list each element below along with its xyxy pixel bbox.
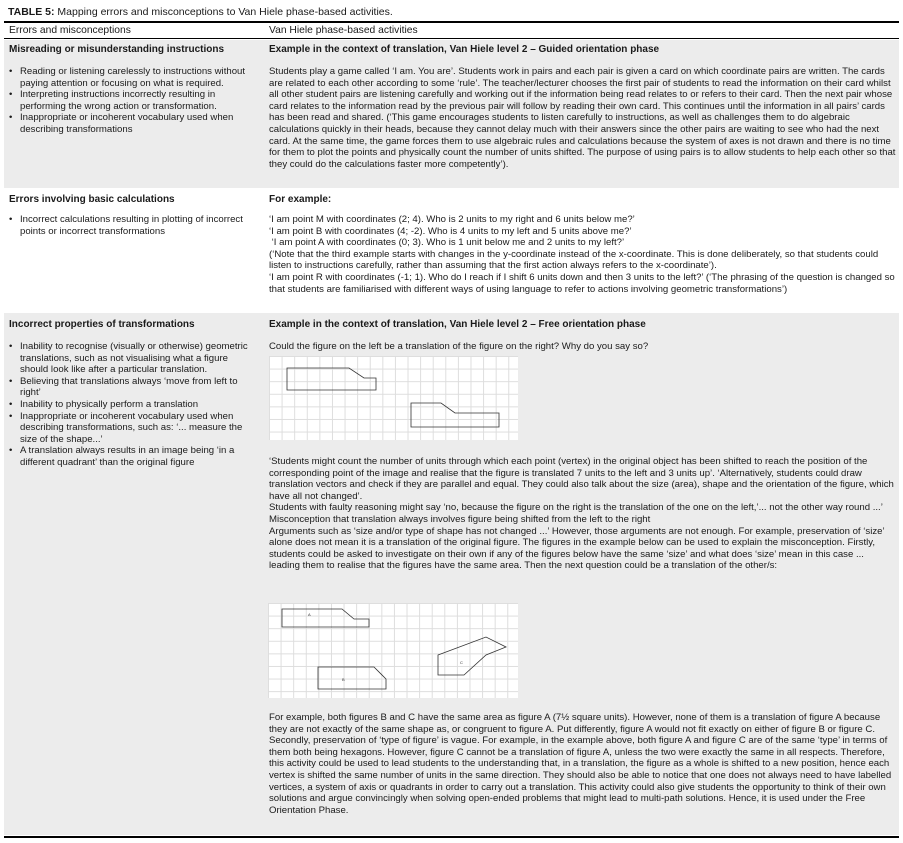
list-item: • Inappropriate or incoherent vocabulary used when describing transformations (9, 112, 257, 135)
list-item: • Inability to recognise (visually or otherwise) geometric translations, such as not visualising what a figure should look like after a particular translation. (9, 341, 257, 376)
figure-b-shape (318, 667, 386, 689)
left-shape (287, 368, 376, 390)
figure-c-shape (438, 637, 506, 675)
list-item: • Reading or listening carelessly to instructions without paying attention or focusing on what is required. (9, 66, 257, 89)
figure-a-label: A (308, 612, 311, 617)
row3-para2: Students with faulty reasoning might say ‘no, because the figure on the right is the translation of the one on the left,’... not the other way round ...’ Misconception that translation always involves figure being shifted from the left to the right (269, 502, 883, 525)
translation-figure (269, 356, 518, 440)
area-figure-drawing (268, 603, 518, 698)
row2-bullets (9, 214, 254, 237)
row3-bullets (9, 341, 257, 469)
bottom-rule (4, 836, 899, 838)
list-item: • Interpreting instructions incorrectly resulting in performing the wrong action or transformation. (9, 89, 257, 112)
area-figure (268, 603, 518, 698)
header-rule (4, 38, 899, 39)
top-rule (4, 21, 899, 23)
row3-heading: Example in the context of translation, Van Hiele level 2 – Free orientation phase (269, 319, 646, 330)
table-caption (8, 6, 393, 19)
row2-heading: For example: (269, 194, 332, 205)
figure-a-shape (282, 609, 369, 627)
row2-title: Errors involving basic calculations (9, 194, 175, 205)
list-item: • Inability to physically perform a translation (9, 399, 257, 411)
right-shape (411, 403, 499, 427)
list-item: • Inappropriate or incoherent vocabulary used when describing transformations, such as: ‘... measure the size of the shape...’ (9, 411, 257, 446)
list-item: • A translation always results in an image being ‘in a different quadrant’ than the original figure (9, 445, 257, 468)
example-note: (‘Note that the third example starts with changes in the y-coordinate instead of the x-coordinate. This is done deliberately, so that students could listen to instructions carefully, rather than assuming that the first action always refers to the x-coordinate’). (269, 248, 879, 272)
caption-label: TABLE 5: (8, 6, 55, 18)
figure-b-label: B (342, 677, 345, 682)
row3-para1: ‘Students might count the number of units through which each point (vertex) in the original object has been shifted to reach the position of the corresponding point of the image and realise that the figure is translated 7 units to the left and 3 units up’. ‘Alternatively, students could draw translation vectors and check if they are parallel and equal. They could also talk about the size (area), shape and the orientation of the figure, which have all not changed’. (269, 456, 894, 502)
row2-lines (269, 214, 897, 295)
row1-body: Students play a game called ‘I am. You are’. Students work in pairs and each pair is given a card on which coordinate pairs are written. The cards are related to each other according to some ‘rule’. The teacher/lecturer chooses the first pair of students to read the information on their card whilst all other student pairs are listening carefully and working out if the information being read relates to or refers to their card. Then the next pair whose card relates to the information read by the previous pair will follow by reading their own card. This continues until the information in all pairs’ cards has been read and shared. (‘This game encourages students to listen carefully to instructions, as well as challenges them to do algebraic calculations quickly in their heads, because they cannot delay much with their answers since the other pairs are waiting to see who had the next card. At the same time, the game forces them to use algebraic rules and calculations because the system of axes is not drawn and there is no time for them to plot the points and physically count the number of units shifted. The purpose of using pairs is to allow students to help each other so that they could do the calculations faster more competently’). (269, 66, 896, 170)
translation-figure-drawing (269, 356, 518, 440)
row3-text-block (269, 456, 897, 572)
figure-c-label: C (460, 660, 463, 665)
row3-question: Could the figure on the left be a translation of the figure on the right? Why do you say so? (269, 341, 649, 352)
example-line: ‘I am point B with coordinates (4; -2). Who is 4 units to my left and 5 units above me?’ (269, 225, 632, 237)
header-activities: Van Hiele phase-based activities (269, 25, 418, 36)
row3-para4: For example, both figures B and C have the same area as figure A (7½ square units). However, none of them is a translation of figure A because they are not exactly of the same shape as, or congruent to figure A. Put differently, figure A would not fit exactly on either of figure B or figure C. Secondly, preservation of ‘type of figure’ is vague. For example, in the example above, both figure A and figure C are of the same ‘type’ in terms of them both being hexagons. However, figure C cannot be a translation of figure A, unless the two were exactly the same in all respects. Therefore, this activity could be used to lead students to the understanding that, in a translation, the figure as a whole is shifted to a new position, hence each vertex is shifted the same number of units in the same direction. They should also be able to notice that one does not always need to have labelled vertices, a system of axis or quadrants in order to carry out a translation. This activity could also give students the opportunity to think of their own solutions and argue convincingly when solving open-ended problems that might lead to multi-path solutions. Hence, it is used under the Free Orientation Phase. (269, 712, 892, 816)
row1-bullets (9, 66, 257, 136)
caption-text: Mapping errors and misconceptions to Van Hiele phase-based activities. (54, 6, 393, 18)
example-line: ‘I am point R with coordinates (-1; 1). Who do I reach if I shift 6 units down and then 3 units to the left?’ (‘The phrasing of the question is changed so that students are familiarised with different ways of using language to refer to actions involving geometric transformations’) (269, 271, 895, 295)
row1-heading: Example in the context of translation, Van Hiele level 2 – Guided orientation phase (269, 44, 660, 55)
example-line: ‘I am point M with coordinates (2; 4). Who is 2 units to my right and 6 units below me?’ (269, 214, 635, 225)
example-line: ‘I am point A with coordinates (0; 3). Who is 1 unit below me and 2 units to my left?’ (269, 237, 625, 249)
header-errors: Errors and misconceptions (9, 25, 131, 36)
row3-title: Incorrect properties of transformations (9, 319, 195, 330)
list-item: • Incorrect calculations resulting in plotting of incorrect points or incorrect transformations (9, 214, 254, 237)
list-item: • Believing that translations always ‘move from left to right’ (9, 376, 257, 399)
row3-para3: Arguments such as ‘size and/or type of shape has not changed ...’ However, those arguments are not enough. For example, preservation of ‘size’ alone does not mean it is a translation of the original figure. The figures in the example below can be used to explain the misconception. Firstly, students could be asked to investigate on their own if any of the figures below have the same ‘size’ and what does ‘size’ mean in this case ... leading them to realise that the figures have the same area. Then the next question could be a translation of the other/s: (269, 525, 885, 572)
row1-title: Misreading or misunderstanding instructions (9, 44, 225, 55)
